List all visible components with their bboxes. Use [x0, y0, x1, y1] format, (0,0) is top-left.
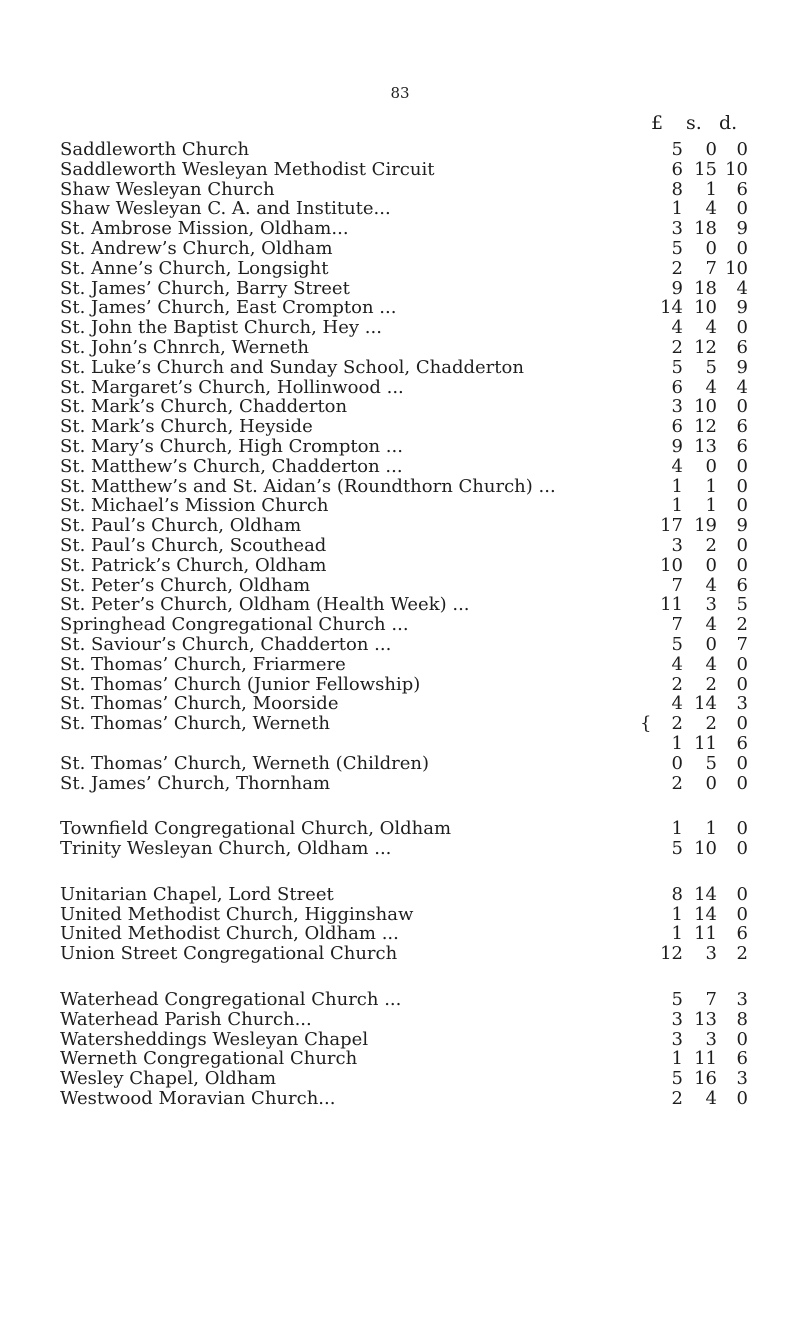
list-item: [60, 615, 760, 635]
list-item: [60, 397, 760, 417]
amount-pounds: 5: [671, 989, 683, 1011]
church-name: Waterhead Parish Church...: [60, 1008, 312, 1030]
list-item: [60, 734, 760, 754]
pence-column-header: d.: [719, 112, 738, 134]
list-item: [60, 338, 760, 358]
list-item: [60, 774, 760, 794]
amount-pence: 0: [736, 1028, 748, 1050]
amount-pounds: 4: [671, 317, 683, 339]
church-name: Saddleworth Wesleyan Methodist Circuit: [60, 158, 435, 180]
amount-pounds: 1: [671, 923, 683, 945]
amount-pence: 0: [736, 475, 748, 497]
amount-shillings: 4: [705, 198, 717, 220]
shillings-column-header: s.: [686, 112, 702, 134]
list-item: [60, 1049, 760, 1069]
amount-shillings: 13: [694, 435, 717, 457]
list-item: [60, 819, 760, 839]
church-name: St. Margaret’s Church, Hollinwood ...: [60, 376, 404, 398]
list-item: [60, 655, 760, 675]
church-name: Union Street Congregational Church: [60, 943, 398, 965]
subscription-list: [60, 140, 760, 1135]
amount-shillings: 11: [694, 732, 717, 754]
amount-pounds: 2: [671, 257, 683, 279]
list-item: [60, 536, 760, 556]
amount-pounds: 6: [671, 416, 683, 438]
amount-pounds: 7: [671, 574, 683, 596]
amount-pounds: 9: [671, 435, 683, 457]
amount-pence: 0: [736, 317, 748, 339]
list-item: [60, 754, 760, 774]
church-name: St. James’ Church, Barry Street: [60, 277, 350, 299]
amount-pence: 0: [736, 1088, 748, 1110]
amount-shillings: 0: [705, 455, 717, 477]
church-name: St. Thomas’ Church, Moorside: [60, 693, 339, 715]
list-item: [60, 714, 760, 734]
amount-pounds: 3: [671, 396, 683, 418]
amount-shillings: 12: [694, 336, 717, 358]
list-item: [60, 885, 760, 905]
amount-pence: 6: [736, 923, 748, 945]
amount-shillings: 3: [705, 594, 717, 616]
amount-pence: 3: [736, 989, 748, 1011]
amount-shillings: 12: [694, 416, 717, 438]
amount-pounds: 0: [671, 752, 683, 774]
amount-pence: 9: [736, 297, 748, 319]
list-item: [60, 944, 760, 964]
church-name: St. James’ Church, East Crompton ...: [60, 297, 397, 319]
list-item: [60, 1030, 760, 1050]
church-name: Trinity Wesleyan Church, Oldham ...: [60, 838, 392, 860]
entry-group: [60, 140, 760, 793]
amount-shillings: 3: [705, 943, 717, 965]
amount-shillings: 11: [694, 923, 717, 945]
list-item: [60, 437, 760, 457]
amount-pence: 0: [736, 883, 748, 905]
entry-group: [60, 885, 760, 964]
amount-shillings: 3: [705, 1028, 717, 1050]
amount-pence: 5: [736, 594, 748, 616]
list-item: [60, 239, 760, 259]
church-name: St. Peter’s Church, Oldham: [60, 574, 311, 596]
amount-shillings: 0: [705, 633, 717, 655]
list-item: [60, 417, 760, 437]
amount-pence: 8: [736, 1008, 748, 1030]
amount-pence: 0: [736, 772, 748, 794]
amount-pounds: 14: [660, 297, 683, 319]
brace-mark: {: [640, 713, 652, 735]
church-name: St. Paul’s Church, Oldham: [60, 515, 302, 537]
amount-pence: 6: [736, 1048, 748, 1070]
amount-pounds: 5: [671, 633, 683, 655]
list-item: [60, 219, 760, 239]
amount-shillings: 13: [694, 1008, 717, 1030]
church-name: St. Matthew’s Church, Chadderton ...: [60, 455, 403, 477]
amount-pence: 6: [736, 732, 748, 754]
amount-pence: 0: [736, 818, 748, 840]
church-name: St. John’s Chnrch, Werneth: [60, 336, 309, 358]
amount-pounds: 8: [671, 178, 683, 200]
list-item: [60, 1010, 760, 1030]
amount-pounds: 17: [660, 515, 683, 537]
amount-pounds: 4: [671, 455, 683, 477]
amount-shillings: 0: [705, 237, 717, 259]
amount-shillings: 0: [705, 139, 717, 160]
amount-shillings: 5: [705, 356, 717, 378]
list-item: [60, 279, 760, 299]
amount-pence: 0: [736, 237, 748, 259]
amount-shillings: 4: [705, 376, 717, 398]
church-name: St. Mary’s Church, High Crompton ...: [60, 435, 403, 457]
amount-pounds: 1: [671, 495, 683, 517]
church-name: St. Paul’s Church, Scouthead: [60, 534, 327, 556]
list-item: [60, 378, 760, 398]
amount-pounds: 2: [671, 713, 683, 735]
church-name: Waterhead Congregational Church ...: [60, 989, 402, 1011]
list-item: [60, 924, 760, 944]
church-name: St. Saviour’s Church, Chadderton ...: [60, 633, 392, 655]
amount-pence: 0: [736, 752, 748, 774]
amount-pence: 6: [736, 336, 748, 358]
amount-pence: 0: [736, 673, 748, 695]
amount-pence: 6: [736, 574, 748, 596]
amount-pence: 0: [736, 838, 748, 860]
amount-pounds: 7: [671, 614, 683, 636]
amount-pence: 10: [725, 257, 748, 279]
amount-pounds: 12: [660, 943, 683, 965]
church-name: St. Thomas’ Church, Werneth: [60, 713, 330, 735]
list-item: [60, 259, 760, 279]
list-item: [60, 1089, 760, 1109]
amount-pence: 7: [736, 633, 748, 655]
amount-shillings: 4: [705, 614, 717, 636]
amount-pounds: 3: [671, 1008, 683, 1030]
list-item: [60, 516, 760, 536]
list-item: [60, 180, 760, 200]
amount-shillings: 18: [694, 277, 717, 299]
amount-pounds: 10: [660, 554, 683, 576]
list-item: [60, 496, 760, 516]
church-name: St. Thomas’ Church, Friarmere: [60, 653, 346, 675]
amount-pence: 0: [736, 396, 748, 418]
church-name: St. John the Baptist Church, Hey ...: [60, 317, 382, 339]
church-name: St. Luke’s Church and Sunday School, Chadderton: [60, 356, 524, 378]
amount-pence: 0: [736, 198, 748, 220]
amount-pounds: 9: [671, 277, 683, 299]
amount-pence: 2: [736, 614, 748, 636]
amount-shillings: 2: [705, 673, 717, 695]
amount-pounds: 5: [671, 139, 683, 160]
church-name: Shaw Wesleyan Church: [60, 178, 275, 200]
list-item: [60, 635, 760, 655]
amount-pounds: 4: [671, 653, 683, 675]
church-name: St. Thomas’ Church (Junior Fellowship): [60, 673, 421, 695]
church-name: Watersheddings Wesleyan Chapel: [60, 1028, 369, 1050]
amount-pence: 0: [736, 653, 748, 675]
list-item: [60, 318, 760, 338]
church-name: St. Andrew’s Church, Oldham: [60, 237, 333, 259]
amount-pounds: 8: [671, 883, 683, 905]
church-name: St. Mark’s Church, Chadderton: [60, 396, 348, 418]
entry-group: [60, 819, 760, 859]
amount-pounds: 1: [671, 818, 683, 840]
amount-pounds: 3: [671, 218, 683, 240]
church-name: St. Ambrose Mission, Oldham...: [60, 218, 349, 240]
amount-shillings: 18: [694, 218, 717, 240]
amount-pence: 2: [736, 943, 748, 965]
church-name: St. Patrick’s Church, Oldham: [60, 554, 327, 576]
amount-shillings: 14: [694, 883, 717, 905]
list-item: [60, 556, 760, 576]
amount-pounds: 2: [671, 673, 683, 695]
amount-shillings: 2: [705, 534, 717, 556]
list-item: [60, 694, 760, 714]
amount-shillings: 14: [694, 693, 717, 715]
amount-pounds: 2: [671, 772, 683, 794]
amount-pence: 3: [736, 693, 748, 715]
list-item: [60, 160, 760, 180]
page-number: 83: [390, 84, 410, 102]
list-item: [60, 839, 760, 859]
amount-shillings: 7: [705, 989, 717, 1011]
amount-pounds: 5: [671, 237, 683, 259]
amount-shillings: 1: [705, 475, 717, 497]
church-name: Springhead Congregational Church ...: [60, 614, 409, 636]
amount-pounds: 3: [671, 534, 683, 556]
amount-shillings: 4: [705, 1088, 717, 1110]
church-name: Saddleworth Church: [60, 139, 250, 160]
amount-shillings: 10: [694, 297, 717, 319]
amount-pounds: 4: [671, 693, 683, 715]
church-name: St. Anne’s Church, Longsight: [60, 257, 329, 279]
church-name: Townfield Congregational Church, Oldham: [60, 818, 452, 840]
church-name: St. Thomas’ Church, Werneth (Children): [60, 752, 429, 774]
list-item: [60, 595, 760, 615]
list-item: [60, 358, 760, 378]
list-item: [60, 199, 760, 219]
amount-shillings: 0: [705, 772, 717, 794]
list-item: [60, 905, 760, 925]
amount-shillings: 10: [694, 396, 717, 418]
amount-pence: 9: [736, 515, 748, 537]
amount-shillings: 4: [705, 574, 717, 596]
amount-pounds: 6: [671, 376, 683, 398]
amount-pence: 0: [736, 903, 748, 925]
amount-shillings: 2: [705, 713, 717, 735]
amount-pounds: 1: [671, 903, 683, 925]
amount-pounds: 3: [671, 1028, 683, 1050]
amount-shillings: 7: [705, 257, 717, 279]
amount-shillings: 15: [694, 158, 717, 180]
church-name: St. James’ Church, Thornham: [60, 772, 331, 794]
amount-pence: 4: [736, 376, 748, 398]
list-item: [60, 477, 760, 497]
list-item: [60, 675, 760, 695]
amount-pence: 0: [736, 554, 748, 576]
amount-pence: 3: [736, 1068, 748, 1090]
amount-pounds: 1: [671, 198, 683, 220]
amount-pence: 0: [736, 455, 748, 477]
amount-pence: 6: [736, 178, 748, 200]
amount-pence: 0: [736, 534, 748, 556]
amount-pence: 10: [725, 158, 748, 180]
list-item: [60, 990, 760, 1010]
amount-shillings: 19: [694, 515, 717, 537]
amount-pence: 9: [736, 356, 748, 378]
amount-pence: 0: [736, 713, 748, 735]
list-item: [60, 140, 760, 160]
church-name: Unitarian Chapel, Lord Street: [60, 883, 334, 905]
church-name: Westwood Moravian Church...: [60, 1088, 336, 1110]
church-name: St. Peter’s Church, Oldham (Health Week) ...: [60, 594, 470, 616]
amount-shillings: 1: [705, 818, 717, 840]
entry-group: [60, 990, 760, 1109]
amount-shillings: 0: [705, 554, 717, 576]
amount-pounds: 1: [671, 475, 683, 497]
amount-shillings: 16: [694, 1068, 717, 1090]
amount-shillings: 14: [694, 903, 717, 925]
church-name: United Methodist Church, Oldham ...: [60, 923, 399, 945]
pounds-column-header: £: [651, 112, 664, 134]
church-name: St. Mark’s Church, Heyside: [60, 416, 313, 438]
amount-pounds: 1: [671, 732, 683, 754]
amount-shillings: 11: [694, 1048, 717, 1070]
list-item: [60, 298, 760, 318]
amount-pence: 0: [736, 495, 748, 517]
amount-pounds: 11: [660, 594, 683, 616]
list-item: [60, 1069, 760, 1089]
amount-pence: 9: [736, 218, 748, 240]
amount-pence: 4: [736, 277, 748, 299]
amount-pounds: 1: [671, 1048, 683, 1070]
amount-pounds: 5: [671, 838, 683, 860]
amount-shillings: 5: [705, 752, 717, 774]
amount-pounds: 2: [671, 336, 683, 358]
amount-shillings: 1: [705, 178, 717, 200]
church-name: United Methodist Church, Higginshaw: [60, 903, 414, 925]
list-item: [60, 457, 760, 477]
amount-pounds: 5: [671, 1068, 683, 1090]
amount-pence: 0: [736, 139, 748, 160]
amount-pounds: 6: [671, 158, 683, 180]
church-name: Werneth Congregational Church: [60, 1048, 358, 1070]
amount-pence: 6: [736, 435, 748, 457]
amount-pence: 6: [736, 416, 748, 438]
church-name: St. Matthew’s and St. Aidan’s (Roundthorn Church) ...: [60, 475, 556, 497]
amount-shillings: 4: [705, 653, 717, 675]
church-name: St. Michael’s Mission Church: [60, 495, 329, 517]
amount-shillings: 10: [694, 838, 717, 860]
amount-pounds: 5: [671, 356, 683, 378]
amount-pounds: 2: [671, 1088, 683, 1110]
amount-shillings: 1: [705, 495, 717, 517]
amount-shillings: 4: [705, 317, 717, 339]
church-name: Wesley Chapel, Oldham: [60, 1068, 277, 1090]
list-item: [60, 576, 760, 596]
church-name: Shaw Wesleyan C. A. and Institute...: [60, 198, 391, 220]
